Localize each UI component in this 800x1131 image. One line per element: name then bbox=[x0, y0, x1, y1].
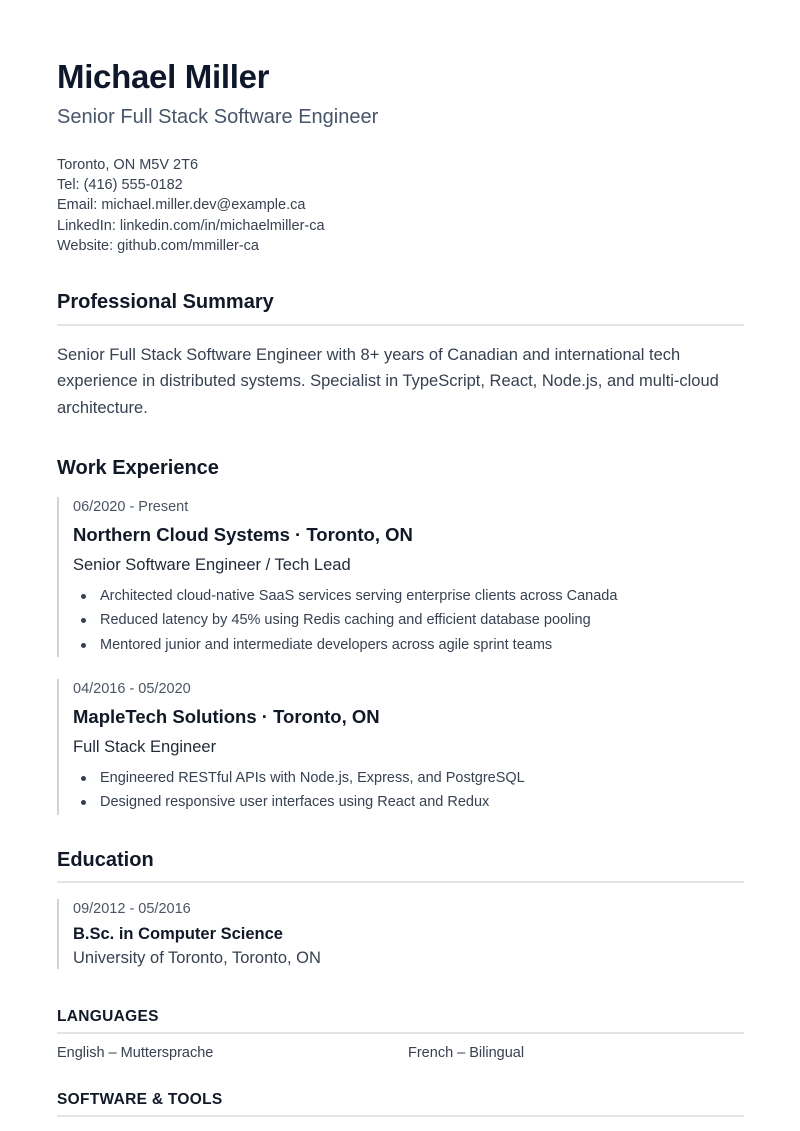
job-role: Senior Software Engineer / Tech Lead bbox=[73, 556, 351, 574]
summary-text: Senior Full Stack Software Engineer with 8+ years of Canadian and international tech experience in distributed systems. Specialist in TypeScript, React, Node.js, and multi-cloud architecture. bbox=[57, 346, 719, 417]
tools-divider bbox=[57, 1115, 744, 1117]
job-bullet: Engineered RESTful APIs with Node.js, Express, and PostgreSQL bbox=[73, 766, 733, 790]
education-heading: Education bbox=[57, 849, 154, 871]
job-bullet: Reduced latency by 45% using Redis caching and efficient database pooling bbox=[73, 608, 733, 632]
job-company: Northern Cloud Systems · Toronto, ON bbox=[73, 524, 413, 545]
language-item: English – Muttersprache bbox=[57, 1045, 214, 1061]
education-entry bbox=[57, 899, 733, 969]
candidate-name: Michael Miller bbox=[57, 58, 270, 95]
contact-phone: Tel: (416) 555-0182 bbox=[57, 177, 183, 194]
contact-website: Website: github.com/mmiller-ca bbox=[57, 237, 259, 254]
job-role: Full Stack Engineer bbox=[73, 738, 217, 756]
job-bullet: Designed responsive user interfaces using React and Redux bbox=[73, 790, 733, 814]
education-school: University of Toronto, Toronto, ON bbox=[73, 949, 321, 967]
education-divider bbox=[57, 881, 744, 883]
job-bullet: Mentored junior and intermediate developers across agile sprint teams bbox=[73, 633, 733, 657]
language-item: French – Bilingual bbox=[408, 1045, 525, 1061]
job-entry bbox=[57, 497, 733, 657]
tools-heading: SOFTWARE & TOOLS bbox=[57, 1091, 223, 1108]
job-bullet: Architected cloud-native SaaS services serving enterprise clients across Canada bbox=[73, 584, 733, 608]
contact-block bbox=[57, 155, 325, 256]
experience-heading: Work Experience bbox=[57, 457, 219, 479]
job-entry bbox=[57, 679, 733, 815]
education-dates: 09/2012 - 05/2016 bbox=[73, 901, 191, 917]
summary-heading: Professional Summary bbox=[57, 291, 274, 313]
job-bullets bbox=[73, 584, 733, 657]
contact-address: Toronto, ON M5V 2T6 bbox=[57, 157, 199, 173]
contact-linkedin: LinkedIn: linkedin.com/in/michaelmiller-ca bbox=[57, 217, 325, 234]
job-dates: 06/2020 - Present bbox=[73, 499, 189, 515]
education-degree: B.Sc. in Computer Science bbox=[73, 925, 283, 943]
job-bullets bbox=[73, 766, 733, 815]
languages-heading: LANGUAGES bbox=[57, 1008, 159, 1025]
job-dates: 04/2016 - 05/2020 bbox=[73, 681, 191, 697]
job-company: MapleTech Solutions · Toronto, ON bbox=[73, 706, 380, 727]
summary-divider bbox=[57, 324, 744, 326]
job-title: Senior Full Stack Software Engineer bbox=[57, 106, 379, 128]
contact-email: Email: michael.miller.dev@example.ca bbox=[57, 197, 306, 214]
languages-divider bbox=[57, 1032, 744, 1034]
